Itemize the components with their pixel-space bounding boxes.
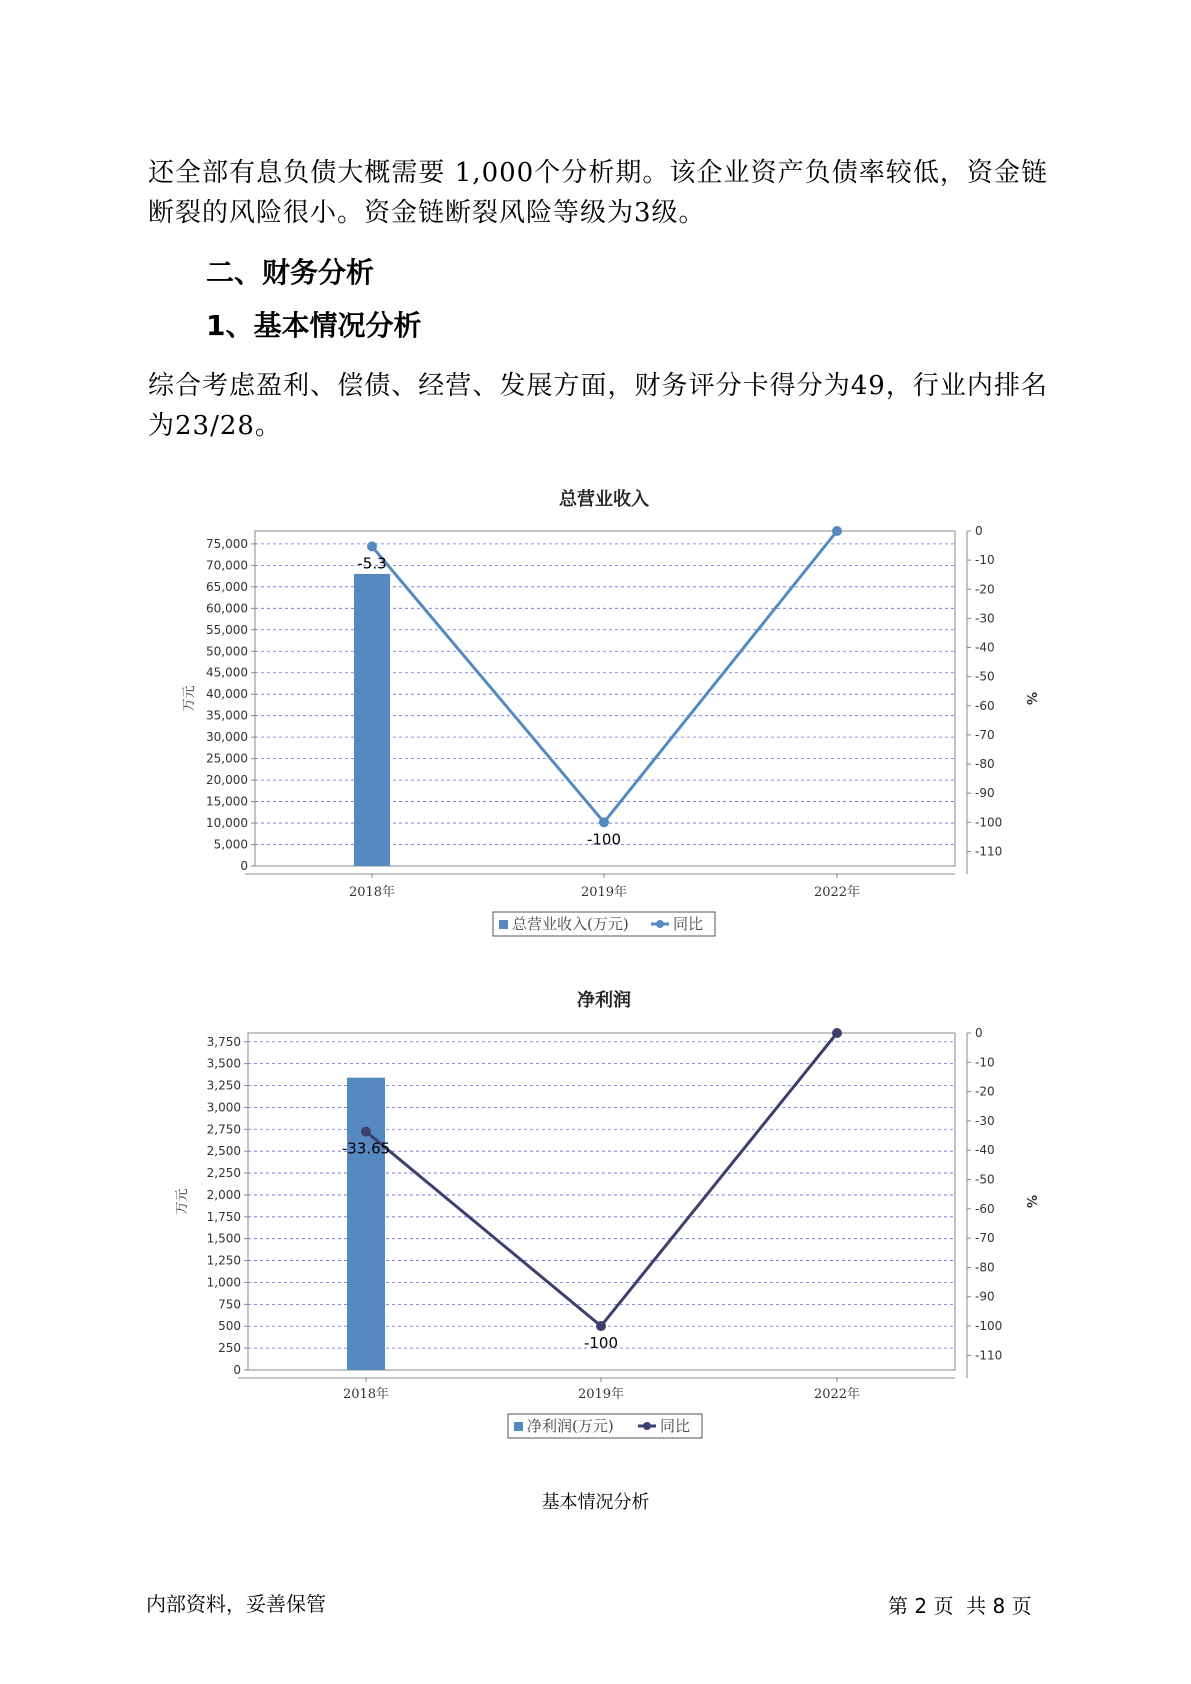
y2-tick-label: -30 (975, 611, 995, 626)
y-tick-label: 2,000 (206, 1187, 241, 1202)
data-label: -33.65 (341, 1139, 391, 1158)
data-label: -100 (586, 830, 622, 849)
y2-tick-label: -110 (975, 844, 1003, 859)
y2-tick-label: -90 (975, 786, 995, 801)
y-tick-label: 5,000 (213, 837, 248, 852)
y2-tick-label: -100 (975, 1319, 1003, 1334)
y2-axis-label: % (1023, 1194, 1038, 1209)
y2-axis-label: % (1023, 691, 1038, 706)
y-tick-label: 75,000 (206, 536, 248, 551)
x-tick-label: 2019年 (580, 885, 628, 900)
x-tick-label: 2018年 (342, 1387, 390, 1402)
section-heading-financial-analysis: 二、财务分析 (206, 256, 375, 289)
y-tick-label: 2,500 (206, 1144, 241, 1159)
y-tick-label: 500 (218, 1319, 241, 1334)
x-tick-label: 2019年 (577, 1387, 625, 1402)
y-tick-label: 50,000 (206, 644, 248, 659)
y-tick-label: 30,000 (206, 730, 248, 745)
paragraph-score-summary: 综合考虑盈利、偿债、经营、发展方面，财务评分卡得分为49，行业内排名为23/28。 (148, 371, 1048, 441)
x-tick-label: 2018年 (348, 885, 396, 900)
y2-tick-label: -40 (975, 640, 995, 655)
y2-tick-label: -20 (975, 1084, 995, 1099)
y-tick-label: 1,750 (206, 1209, 241, 1224)
figure-caption: 基本情况分析 (541, 1492, 650, 1513)
y-tick-label: 2,250 (206, 1166, 241, 1181)
legend-swatch-point (643, 1422, 651, 1430)
y-tick-label: 2,750 (206, 1122, 241, 1137)
y-tick-label: 45,000 (206, 665, 248, 680)
y2-tick-label: -80 (975, 757, 995, 772)
paragraph-risk-summary: 还全部有息负债大概需要 1,000个分析期。该企业资产负债率较低，资金链断裂的风险很小。资金链断裂风险等级为3级。 (148, 158, 1048, 228)
y2-tick-label: -40 (975, 1143, 995, 1158)
chart-title: 总营业收入 (559, 489, 649, 510)
y-tick-label: 1,500 (206, 1231, 241, 1246)
y-tick-label: 35,000 (206, 708, 248, 723)
footer-page-number: 第 2 页 共 8 页 (888, 1594, 1032, 1618)
y2-tick-label: 0 (975, 1026, 983, 1040)
y-tick-label: 0 (233, 1363, 241, 1377)
y2-tick-label: -50 (975, 1172, 995, 1187)
y-tick-label: 15,000 (206, 794, 248, 809)
y2-tick-label: -110 (975, 1348, 1003, 1363)
y2-tick-label: -80 (975, 1260, 995, 1275)
footer-confidential-note: 内部资料，妥善保管 (146, 1592, 326, 1616)
y-tick-label: 1,250 (206, 1253, 241, 1268)
y2-tick-label: 0 (975, 524, 983, 538)
y-tick-label: 65,000 (206, 579, 248, 594)
y-tick-label: 3,750 (206, 1034, 241, 1049)
y-axis-label: 万元 (175, 1188, 190, 1215)
y-tick-label: 750 (218, 1297, 241, 1312)
y2-tick-label: -90 (975, 1289, 995, 1304)
y2-tick-label: -60 (975, 1201, 995, 1216)
line-point (832, 1028, 842, 1038)
y2-tick-label: -30 (975, 1113, 995, 1128)
data-label: -100 (583, 1334, 619, 1353)
y-tick-label: 40,000 (206, 687, 248, 702)
y-tick-label: 250 (218, 1341, 241, 1356)
bar (347, 1078, 385, 1370)
y2-tick-label: -10 (975, 1055, 995, 1070)
y2-tick-label: -70 (975, 1231, 995, 1246)
y-tick-label: 3,250 (206, 1078, 241, 1093)
y2-tick-label: -20 (975, 582, 995, 597)
legend-label-line: 同比 (660, 1417, 691, 1435)
y-axis-label: 万元 (182, 685, 197, 712)
y-tick-label: 25,000 (206, 751, 248, 766)
subsection-heading-basic-analysis: 1、基本情况分析 (206, 309, 422, 342)
data-label: -5.3 (357, 554, 387, 573)
line-point (361, 1127, 371, 1137)
legend-label-bar: 净利润(万元) (527, 1417, 614, 1435)
y2-tick-label: -70 (975, 727, 995, 742)
legend-label-bar: 总营业收入(万元) (512, 915, 629, 933)
legend-label-line: 同比 (673, 915, 704, 933)
chart-title: 净利润 (577, 990, 631, 1011)
y-tick-label: 60,000 (206, 601, 248, 616)
y-tick-label: 3,500 (206, 1056, 241, 1071)
y2-tick-label: -60 (975, 698, 995, 713)
legend-swatch-bar (514, 1422, 523, 1431)
x-tick-label: 2022年 (813, 885, 861, 900)
x-tick-label: 2022年 (813, 1387, 861, 1402)
y-tick-label: 3,000 (206, 1100, 241, 1115)
y-tick-label: 1,000 (206, 1275, 241, 1290)
line-point (596, 1321, 606, 1331)
y2-tick-label: -100 (975, 815, 1003, 830)
y2-tick-label: -10 (975, 553, 995, 568)
y-tick-label: 20,000 (206, 773, 248, 788)
y-tick-label: 10,000 (206, 816, 248, 831)
y2-tick-label: -50 (975, 669, 995, 684)
y-tick-label: 70,000 (206, 558, 248, 573)
y-tick-label: 0 (240, 859, 248, 873)
y-tick-label: 55,000 (206, 622, 248, 637)
